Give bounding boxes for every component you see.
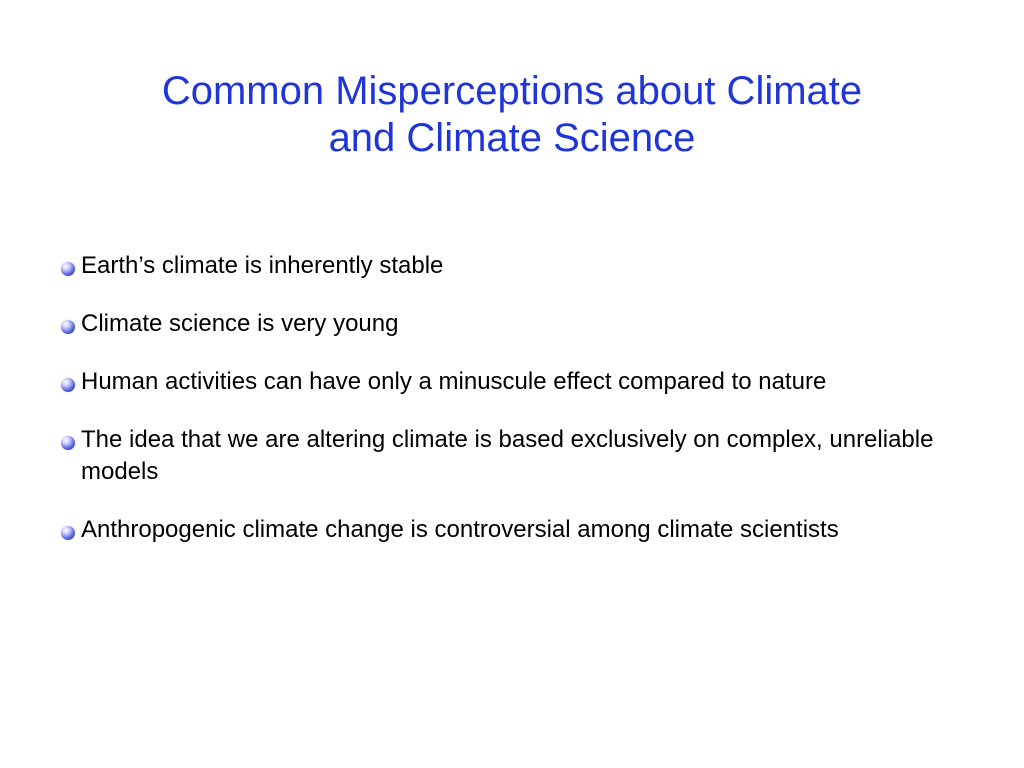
sphere-bullet-icon (61, 436, 75, 450)
bullet-item-stable-climate (58, 250, 938, 282)
slide-title-line-2: and Climate Science (328, 116, 696, 160)
bullet-item-young-science (58, 308, 938, 340)
slide-title-line-1: Common Misperceptions about Climate (161, 69, 863, 113)
bullet-item-minuscule-effect (58, 366, 938, 398)
bullet-text: Anthropogenic climate change is controversial among climate scientists (81, 516, 839, 543)
bullet-item-unreliable-models (58, 424, 938, 488)
sphere-bullet-icon (61, 320, 75, 334)
sphere-bullet-icon (61, 262, 75, 276)
bullet-text: The idea that we are altering climate is based exclusively on complex, unreliable models (81, 426, 934, 485)
bullet-list (58, 250, 938, 572)
bullet-text: Earth’s climate is inherently stable (81, 252, 444, 279)
bullet-text: Human activities can have only a minuscule effect compared to nature (81, 368, 827, 395)
sphere-bullet-icon (61, 526, 75, 540)
bullet-item-controversial (58, 514, 938, 546)
slide-title (60, 68, 964, 162)
sphere-bullet-icon (61, 378, 75, 392)
bullet-text: Climate science is very young (81, 310, 399, 337)
